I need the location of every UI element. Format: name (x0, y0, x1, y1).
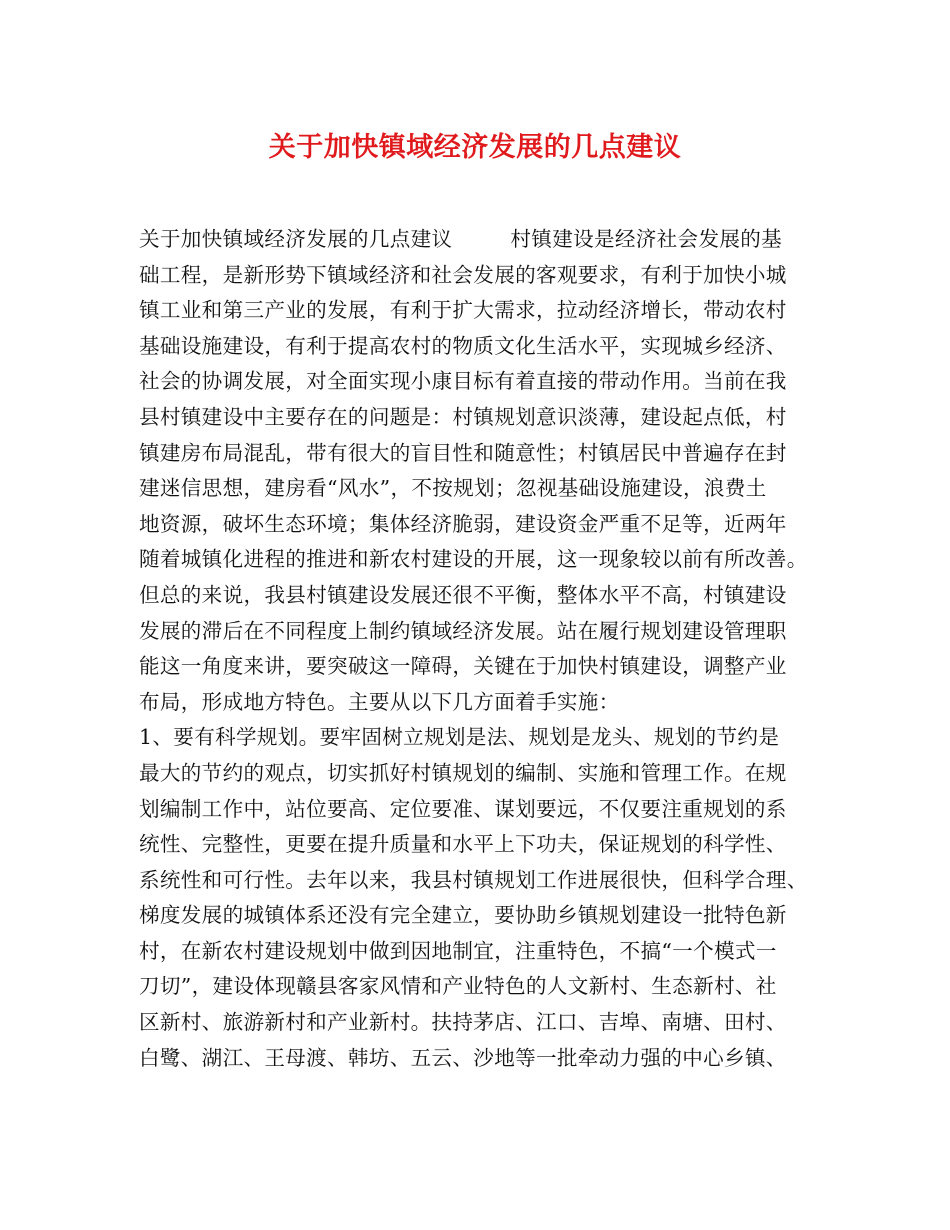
body-line: 能这一角度来讲，要突破这一障碍，关键在于加快村镇建设，调整产业 (139, 654, 787, 679)
body-line: 发展的滞后在不同程度上制约镇域经济发展。站在履行规划建设管理职 (139, 618, 787, 643)
lead-title: 关于加快镇域经济发展的几点建议 (139, 227, 453, 251)
body-line: 镇工业和第三产业的发展，有利于扩大需求，拉动经济增长，带动农村 (139, 298, 787, 323)
body-line: 划编制工作中，站位要高、定位要准、谋划要远，不仅要注重规划的系 (139, 796, 787, 821)
body-line: 社会的协调发展，对全面实现小康目标有着直接的带动作用。当前在我 (139, 369, 787, 394)
body-line-1 (139, 222, 819, 258)
body-line: 建迷信思想，建房看“风水”，不按规划；忽视基础设施建设，浪费土 (139, 476, 767, 501)
body-line: 布局，形成地方特色。主要从以下几方面着手实施： (139, 689, 620, 714)
body-line: 县村镇建设中主要存在的问题是：村镇规划意识淡薄，建设起点低，村 (139, 404, 787, 429)
body-line: 随着城镇化进程的推进和新农村建设的开展，这一现象较以前有所改善。 (139, 547, 808, 572)
body-line: 梯度发展的城镇体系还没有完全建立，要协助乡镇规划建设一批特色新 (139, 903, 787, 928)
body-line: 区新村、旅游新村和产业新村。扶持茅店、江口、吉埠、南塘、田村、 (139, 1010, 787, 1035)
body-line: 白鹭、湖江、王母渡、韩坊、五云、沙地等一批牵动力强的中心乡镇、 (139, 1045, 787, 1070)
body-line: 础工程，是新形势下镇域经济和社会发展的客观要求，有利于加快小城 (139, 262, 787, 287)
body-line: 但总的来说，我县村镇建设发展还很不平衡，整体水平不高，村镇建设 (139, 582, 787, 607)
document-title: 关于加快镇域经济发展的几点建议 (268, 132, 682, 163)
body-line: 刀切”，建设体现赣县客家风情和产业特色的人文新村、生态新村、社 (139, 974, 777, 999)
body-line: 村，在新农村建设规划中做到因地制宜，注重特色，不搞“一个模式一 (139, 938, 777, 963)
body-line: 最大的节约的观点，切实抓好村镇规划的编制、实施和管理工作。在规 (139, 760, 787, 785)
section-1-line: 1、要有科学规划。要牢固树立规划是法、规划是龙头、规划的节约是 (139, 725, 780, 750)
body-line: 地资源，破坏生态环境；集体经济脆弱，建设资金严重不足等，近两年 (139, 511, 787, 536)
body-line: 基础设施建设，有利于提高农村的物质文化生活水平，实现城乡经济、 (139, 333, 787, 358)
body-line: 镇建房布局混乱，带有很大的盲目性和随意性；村镇居民中普遍存在封 (139, 440, 787, 465)
body-line-1-text: 村镇建设是经济社会发展的基 (510, 227, 783, 251)
body-line: 系统性和可行性。去年以来，我县村镇规划工作进展很快，但科学合理、 (139, 867, 808, 892)
body-line: 统性、完整性，更要在提升质量和水平上下功夫，保证规划的科学性、 (139, 832, 787, 857)
document-body (139, 222, 819, 1076)
